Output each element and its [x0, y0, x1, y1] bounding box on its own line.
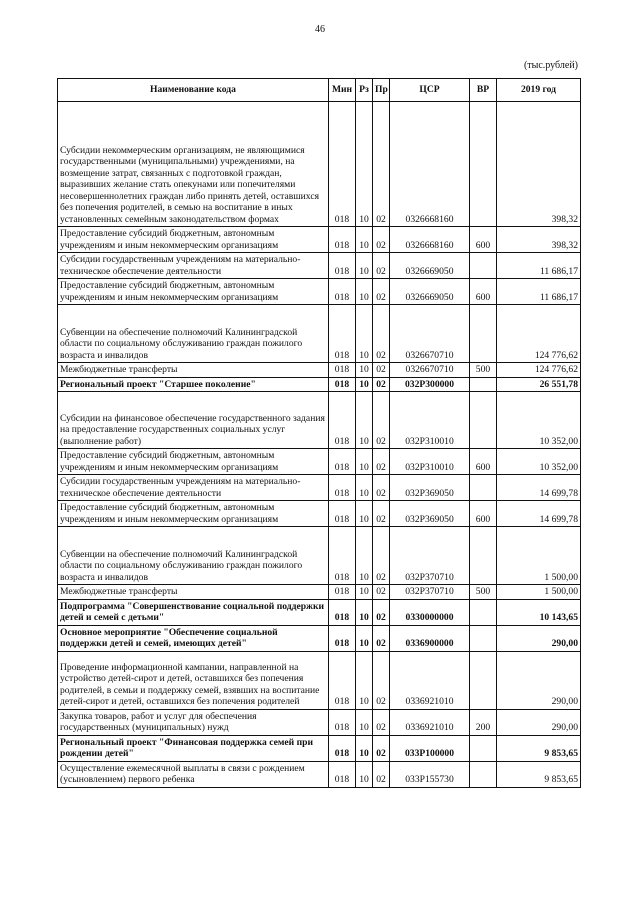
row-min-cell: 018: [329, 102, 356, 227]
budget-table: [57, 78, 581, 788]
row-name-cell: Предоставление субсидий бюджетным, автономным учреждениям и иным некоммерческим организациям: [58, 501, 329, 527]
row-vr-cell: 600: [470, 227, 497, 253]
row-pr-cell: 02: [373, 761, 390, 787]
row-name-cell: Субсидии государственным учреждениям на материально-техническое обеспечение деятельности: [58, 253, 329, 279]
header-year: 2019 год: [497, 79, 581, 102]
row-amount-cell: 9 853,65: [497, 735, 581, 761]
row-amount-cell: 10 143,65: [497, 599, 581, 625]
row-csr-cell: 0330000000: [390, 599, 470, 625]
row-csr-cell: 0326668160: [390, 227, 470, 253]
row-csr-cell: 033P155730: [390, 761, 470, 787]
row-pr-cell: 02: [373, 599, 390, 625]
row-csr-cell: 0326668160: [390, 102, 470, 227]
row-amount-cell: 124 776,62: [497, 305, 581, 363]
header-vr: ВР: [470, 79, 497, 102]
table-row: [58, 651, 581, 709]
row-amount-cell: 398,32: [497, 227, 581, 253]
table-row: [58, 227, 581, 253]
table-row: [58, 102, 581, 227]
row-pr-cell: 02: [373, 392, 390, 449]
row-vr-cell: [470, 625, 497, 651]
row-vr-cell: [470, 392, 497, 449]
row-vr-cell: [470, 305, 497, 363]
units-label: (тыс.рублей): [523, 60, 578, 71]
row-vr-cell: 200: [470, 709, 497, 735]
row-vr-cell: 600: [470, 279, 497, 305]
row-vr-cell: [470, 475, 497, 501]
row-rz-cell: 10: [356, 625, 373, 651]
row-rz-cell: 10: [356, 501, 373, 527]
row-min-cell: 018: [329, 449, 356, 475]
row-csr-cell: 032P310010: [390, 449, 470, 475]
page-number: 46: [315, 24, 325, 35]
row-min-cell: 018: [329, 585, 356, 600]
row-pr-cell: 02: [373, 102, 390, 227]
row-vr-cell: [470, 527, 497, 585]
row-pr-cell: 02: [373, 709, 390, 735]
row-vr-cell: [470, 735, 497, 761]
table-row: [58, 761, 581, 787]
table-row: [58, 599, 581, 625]
row-name-cell: Субсидии на финансовое обеспечение государственного задания на предоставление государственных социальных услуг (выполнение работ): [58, 392, 329, 449]
row-pr-cell: 02: [373, 449, 390, 475]
header-name: Наименование кода: [58, 79, 329, 102]
row-name-cell: Субвенции на обеспечение полномочий Калининградской области по социальному обслуживанию граждан пожилого возраста и инвалидов: [58, 527, 329, 585]
row-rz-cell: 10: [356, 527, 373, 585]
table-row: [58, 363, 581, 378]
row-min-cell: 018: [329, 475, 356, 501]
row-name-cell: Региональный проект "Старшее поколение": [58, 377, 329, 392]
row-vr-cell: 600: [470, 501, 497, 527]
row-rz-cell: 10: [356, 279, 373, 305]
row-rz-cell: 10: [356, 651, 373, 709]
table-row: [58, 475, 581, 501]
row-min-cell: 018: [329, 363, 356, 378]
row-csr-cell: 032P370710: [390, 585, 470, 600]
row-pr-cell: 02: [373, 363, 390, 378]
row-min-cell: 018: [329, 501, 356, 527]
row-pr-cell: 02: [373, 651, 390, 709]
row-amount-cell: 14 699,78: [497, 501, 581, 527]
row-rz-cell: 10: [356, 305, 373, 363]
row-csr-cell: 0336921010: [390, 651, 470, 709]
row-amount-cell: 11 686,17: [497, 279, 581, 305]
row-csr-cell: 0326669050: [390, 279, 470, 305]
row-name-cell: Субсидии государственным учреждениям на материально-техническое обеспечение деятельности: [58, 475, 329, 501]
header-rz: Рз: [356, 79, 373, 102]
row-min-cell: 018: [329, 761, 356, 787]
row-pr-cell: 02: [373, 625, 390, 651]
row-amount-cell: 124 776,62: [497, 363, 581, 378]
row-name-cell: Межбюджетные трансферты: [58, 363, 329, 378]
row-pr-cell: 02: [373, 253, 390, 279]
row-amount-cell: 14 699,78: [497, 475, 581, 501]
row-name-cell: Региональный проект "Финансовая поддержка семей при рождении детей": [58, 735, 329, 761]
header-pr: Пр: [373, 79, 390, 102]
row-min-cell: 018: [329, 253, 356, 279]
table-row: [58, 392, 581, 449]
row-amount-cell: 290,00: [497, 709, 581, 735]
row-name-cell: Предоставление субсидий бюджетным, автономным учреждениям и иным некоммерческим организациям: [58, 449, 329, 475]
row-rz-cell: 10: [356, 761, 373, 787]
row-min-cell: 018: [329, 527, 356, 585]
row-csr-cell: 0326670710: [390, 363, 470, 378]
table-row: [58, 253, 581, 279]
row-min-cell: 018: [329, 651, 356, 709]
row-amount-cell: 290,00: [497, 625, 581, 651]
row-pr-cell: 02: [373, 377, 390, 392]
row-name-cell: Подпрограмма "Совершенствование социальной поддержки детей и семей с детьми": [58, 599, 329, 625]
table-row: [58, 501, 581, 527]
table-row: [58, 625, 581, 651]
row-pr-cell: 02: [373, 305, 390, 363]
row-min-cell: 018: [329, 305, 356, 363]
table-row: [58, 305, 581, 363]
row-amount-cell: 10 352,00: [497, 392, 581, 449]
row-name-cell: Субсидии некоммерческим организациям, не являющимися государственными (муниципальными) учреждениями, на возмещение затрат, связанных с подготовкой граждан, выразивших желание стать опекунами или попечителями несовершеннолетних граждан либо принять детей, оставшихся без попечения родителей, в семью на воспитание в иных установленных семейным законодательством формах: [58, 102, 329, 227]
row-rz-cell: 10: [356, 449, 373, 475]
row-csr-cell: 032P369050: [390, 501, 470, 527]
row-rz-cell: 10: [356, 735, 373, 761]
table-row: [58, 449, 581, 475]
table-row: [58, 735, 581, 761]
row-rz-cell: 10: [356, 102, 373, 227]
table-row: [58, 279, 581, 305]
row-rz-cell: 10: [356, 253, 373, 279]
row-min-cell: 018: [329, 735, 356, 761]
row-amount-cell: 290,00: [497, 651, 581, 709]
row-name-cell: Предоставление субсидий бюджетным, автономным учреждениям и иным некоммерческим организациям: [58, 227, 329, 253]
table-header-row: [58, 79, 581, 102]
row-rz-cell: 10: [356, 475, 373, 501]
row-amount-cell: 398,32: [497, 102, 581, 227]
row-pr-cell: 02: [373, 475, 390, 501]
row-name-cell: Осуществление ежемесячной выплаты в связи с рождением (усыновлением) первого ребенка: [58, 761, 329, 787]
row-csr-cell: 0326670710: [390, 305, 470, 363]
row-min-cell: 018: [329, 377, 356, 392]
table-row: [58, 527, 581, 585]
table-row: [58, 377, 581, 392]
row-vr-cell: [470, 102, 497, 227]
row-csr-cell: 032P300000: [390, 377, 470, 392]
row-rz-cell: 10: [356, 227, 373, 253]
row-amount-cell: 9 853,65: [497, 761, 581, 787]
row-rz-cell: 10: [356, 709, 373, 735]
row-min-cell: 018: [329, 392, 356, 449]
row-min-cell: 018: [329, 599, 356, 625]
row-min-cell: 018: [329, 227, 356, 253]
row-rz-cell: 10: [356, 585, 373, 600]
row-vr-cell: [470, 253, 497, 279]
row-name-cell: Субвенции на обеспечение полномочий Калининградской области по социальному обслуживанию граждан пожилого возраста и инвалидов: [58, 305, 329, 363]
row-min-cell: 018: [329, 625, 356, 651]
row-pr-cell: 02: [373, 227, 390, 253]
row-amount-cell: 1 500,00: [497, 585, 581, 600]
row-amount-cell: 10 352,00: [497, 449, 581, 475]
row-rz-cell: 10: [356, 392, 373, 449]
row-pr-cell: 02: [373, 279, 390, 305]
row-rz-cell: 10: [356, 599, 373, 625]
row-min-cell: 018: [329, 279, 356, 305]
row-name-cell: Закупка товаров, работ и услуг для обеспечения государственных (муниципальных) нужд: [58, 709, 329, 735]
row-name-cell: Основное мероприятие "Обеспечение социальной поддержки детей и семей, имеющих детей": [58, 625, 329, 651]
row-amount-cell: 1 500,00: [497, 527, 581, 585]
row-vr-cell: 600: [470, 449, 497, 475]
row-pr-cell: 02: [373, 735, 390, 761]
row-csr-cell: 032P370710: [390, 527, 470, 585]
row-csr-cell: 0326669050: [390, 253, 470, 279]
row-pr-cell: 02: [373, 501, 390, 527]
row-vr-cell: [470, 761, 497, 787]
row-vr-cell: [470, 377, 497, 392]
row-vr-cell: 500: [470, 363, 497, 378]
row-rz-cell: 10: [356, 377, 373, 392]
row-pr-cell: 02: [373, 585, 390, 600]
row-amount-cell: 26 551,78: [497, 377, 581, 392]
row-name-cell: Межбюджетные трансферты: [58, 585, 329, 600]
row-csr-cell: 0336921010: [390, 709, 470, 735]
row-amount-cell: 11 686,17: [497, 253, 581, 279]
header-min: Мин: [329, 79, 356, 102]
row-csr-cell: 032P310010: [390, 392, 470, 449]
table-row: [58, 709, 581, 735]
row-vr-cell: [470, 651, 497, 709]
row-vr-cell: [470, 599, 497, 625]
header-csr: ЦСР: [390, 79, 470, 102]
row-csr-cell: 032P369050: [390, 475, 470, 501]
row-name-cell: Проведение информационной кампании, направленной на устройство детей-сирот и детей, оставшихся без попечения родителей, в семьи и поддержку семей, взявших на воспитание детей-сирот и детей, оставшихся без попечения родителей: [58, 651, 329, 709]
row-name-cell: Предоставление субсидий бюджетным, автономным учреждениям и иным некоммерческим организациям: [58, 279, 329, 305]
row-pr-cell: 02: [373, 527, 390, 585]
row-min-cell: 018: [329, 709, 356, 735]
row-csr-cell: 0336900000: [390, 625, 470, 651]
table-row: [58, 585, 581, 600]
row-rz-cell: 10: [356, 363, 373, 378]
row-vr-cell: 500: [470, 585, 497, 600]
row-csr-cell: 033P100000: [390, 735, 470, 761]
